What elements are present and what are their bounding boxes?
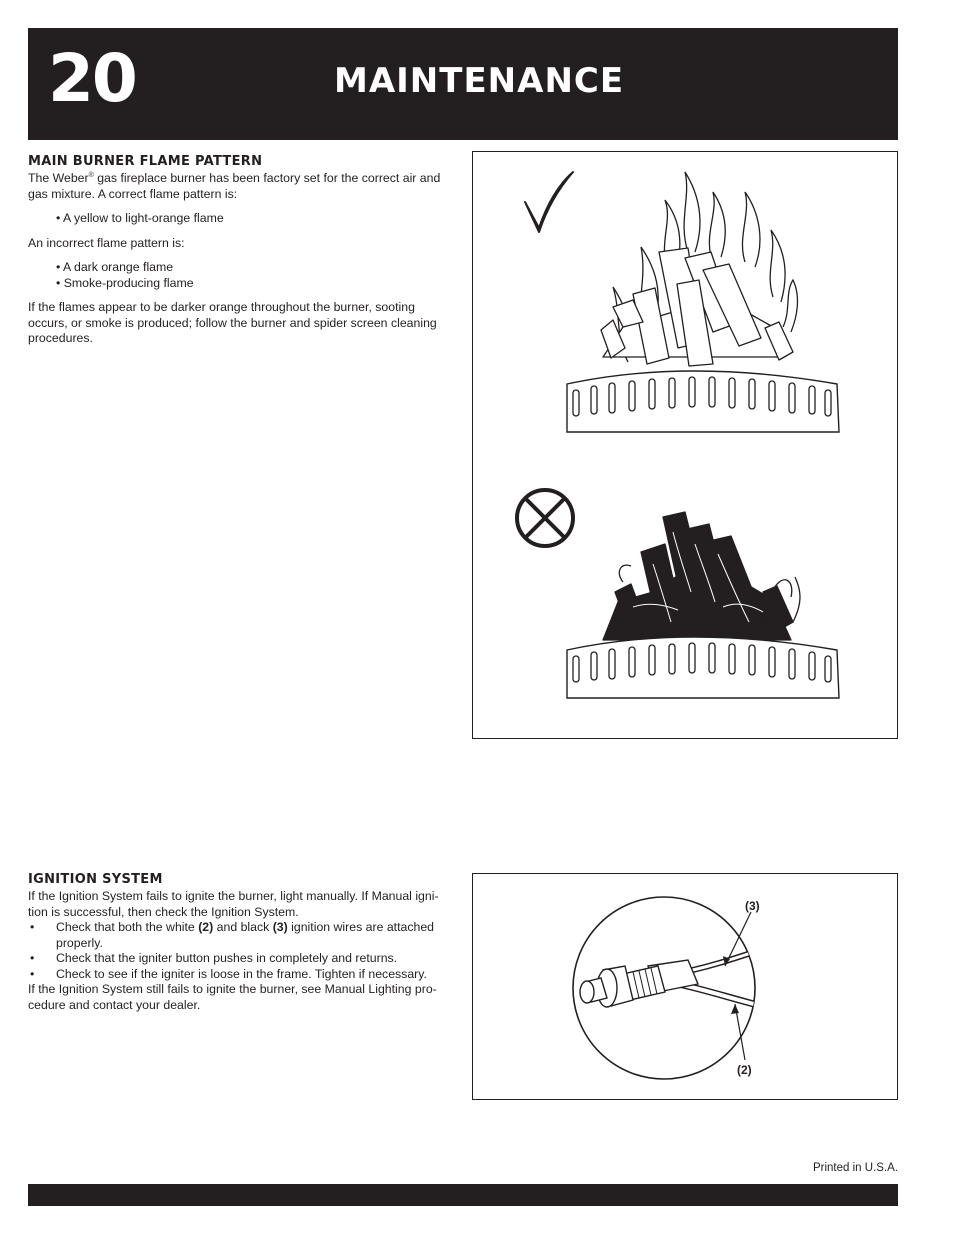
flame-pattern-illustration [473,152,897,738]
check1-post: ignition wires are attached properly. [56,920,435,950]
page-title: MAINTENANCE [334,61,625,101]
incorrect-burner-grate [567,637,839,698]
registered-mark: ® [88,171,94,179]
intro-pre: The Weber [28,171,89,185]
intro-post: gas fireplace burner has been factory set for the correct air and gas mixture. A correct flame pattern is: [28,171,441,201]
label-black-wire: (3) [745,899,760,913]
checkmark-icon [525,172,573,232]
label-white-wire: (2) [737,1063,752,1077]
check-button-item: • Check that the igniter button pushes in completely and returns. [28,951,446,967]
check-wires-item [28,920,446,951]
flame-pattern-heading: MAIN BURNER FLAME PATTERN [28,154,263,169]
check1-black-ref: (3) [272,920,288,934]
incorrect-item: • A dark orange flame [56,260,174,274]
printed-in-usa: Printed in U.S.A. [812,1162,898,1174]
check1-mid: and black [213,920,273,934]
igniter-illustration [473,874,897,1099]
ignition-intro: If the Ignition System fails to ignite the burner, light manually. If Manual igni-tion is successful, then check the Ignition System. [28,889,439,919]
incorrect-item: • Smoke-producing flame [56,275,194,290]
flame-pattern-closing: If the flames appear to be darker orange throughout the burner, sooting occurs, or smoke is produced; follow the burner and spider screen cleaning procedures. [28,300,437,345]
igniter-figure [472,873,898,1100]
ignition-system-section [28,872,446,1013]
check1-pre: Check that both the white [56,920,199,934]
correct-item: • A yellow to light-orange flame [56,211,224,225]
prohibited-icon [517,490,573,546]
correct-burner-grate [567,371,839,432]
footer-bar [28,1184,898,1206]
incorrect-logs [603,512,793,640]
incorrect-intro: An incorrect flame pattern is: [28,235,185,250]
ignition-system-heading: IGNITION SYSTEM [28,872,163,887]
flame-pattern-figure [472,151,898,739]
check-loose-item: • Check to see if the igniter is loose in the frame. Tighten if necessary. [28,967,446,983]
ignition-checklist [28,920,446,982]
page-header [28,28,898,140]
flame-pattern-section [28,154,453,347]
page-number: 20 [48,40,136,117]
flame-pattern-intro [28,171,453,202]
ignition-closing: If the Ignition System still fails to ignite the burner, see Manual Lighting pro-cedure and contact your dealer. [28,982,437,1012]
correct-logs [601,248,793,366]
check1-white-ref: (2) [198,920,214,934]
